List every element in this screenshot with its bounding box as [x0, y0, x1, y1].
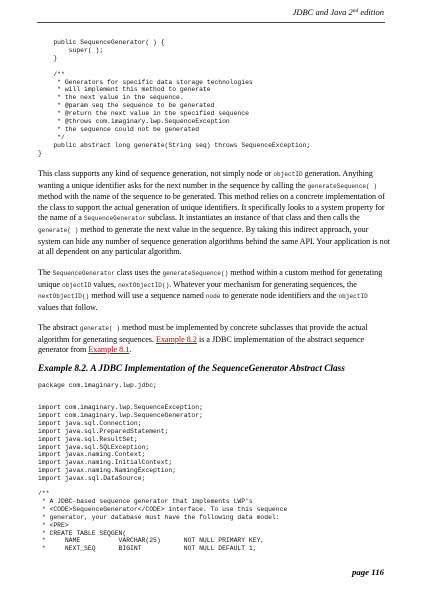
page-number: page 116 [351, 567, 384, 577]
code-block-package: package com.imaginary.lwp.jdbc; [38, 382, 157, 389]
inline-code: nextObjectID() [38, 293, 90, 301]
text-span: . Whatever your mechanism for generating sequences, the [169, 279, 357, 289]
text-span: to generate node identifiers and the [220, 291, 339, 301]
inline-code: generate( ) [38, 226, 79, 234]
text-span: method will use a sequence named [89, 291, 206, 301]
text-span: class uses the [114, 268, 163, 277]
edition-word: edition [358, 7, 384, 17]
inline-code: objectID [273, 171, 303, 178]
inline-code: objectID [62, 281, 92, 289]
book-title: JDBC and Java 2 [292, 7, 353, 17]
code-block-javadoc: /** * A JDBC-based sequence generator that implements LWP's * <CODE>SequenceGenerator</CODE> interface. To use this sequence * generator, your database must have the following data model: * <PRE> * CREATE TABLE SEQGEN( * NAME VARCHAR(25) NOT NULL PRIMARY KEY, * NEXT_SEQ BIGINT NOT NULL DEFAULT 1, [38, 490, 288, 553]
text-span: The abstract [38, 323, 80, 332]
paragraph-sequence-generation [38, 169, 390, 258]
code-block-sequence-generator: public SequenceGenerator( ) { super( ); } /** * Generators for specific data storage technologies * will implement this method to generate * the next value in the sequence. * @param seq the sequence to be generated * @return the next value in the specified sequence * @throws com.imaginary.lwp.SequenceException * the sequence could not be generated */ public abstract long generate(String seq) throws SequenceException; } [38, 39, 311, 157]
text-span: method with the name of the sequence to be generated. This method relies on a concrete implementation of the class to support the actual generation of unique identifiers. It specifically looks to a system property for the name of a [38, 192, 385, 223]
paragraph-abstract-generate [38, 323, 390, 356]
inline-code: generateSequence( ) [307, 182, 377, 190]
paragraph-next-object-id [38, 268, 390, 313]
text-span: . [129, 345, 132, 355]
link-example-8-2[interactable]: Example 8.2 [156, 334, 197, 344]
inline-code: node [205, 293, 221, 301]
text-span: method must be implemented by concrete subclasses that provide the actual algorithm for generating sequences. [38, 323, 368, 344]
text-span: values that follow. [38, 302, 98, 312]
header-rule [37, 22, 385, 23]
inline-code: generate( ) [79, 325, 121, 332]
text-span: subclass. It instantiates an instance of that class and then calls the [146, 213, 360, 223]
inline-code: objectID [338, 293, 368, 301]
link-example-8-1[interactable]: Example 8.1 [88, 345, 130, 355]
inline-code: SequenceGenerator [83, 215, 147, 223]
inline-code: nextObjectID() [118, 281, 170, 289]
text-span: method to generate the next value in the sequence. By taking this indirect approach, your system can hide any number of sequence generation algorithms behind the same API. Your application is not at all dependent on any particular algorithm. [38, 224, 391, 257]
text-span: This class supports any kind of sequence generation, not simply node or [38, 169, 274, 178]
text-span: The [38, 268, 53, 277]
inline-code: SequenceGenerator [52, 270, 115, 277]
inline-code: generateSequence() [162, 270, 229, 277]
code-block-imports: import com.imaginary.lwp.SequenceException; import com.imaginary.lwp.SequenceGenerator; import java.sql.Connection; import java.sql.PreparedStatement; import java.sql.ResultSet; import java.sql.SQLException; import javax.naming.Context; import javax.naming.InitialContext; import javax.naming.NamingException; import javax.sql.DataSource; [38, 404, 203, 483]
text-span: values, [91, 279, 119, 289]
text-span: is a JDBC implementation of the abstract sequence generator from [38, 334, 365, 355]
text-span: generation. Anything wanting a unique identifier asks for the next number in the sequence by calling the [38, 169, 373, 190]
running-header [293, 8, 384, 17]
edition-superscript: nd [352, 8, 359, 14]
text-span: method within a custom method for generating unique [38, 268, 383, 289]
example-title: Example 8.2. A JDBC Implementation of the SequenceGenerator Abstract Class [38, 364, 345, 374]
